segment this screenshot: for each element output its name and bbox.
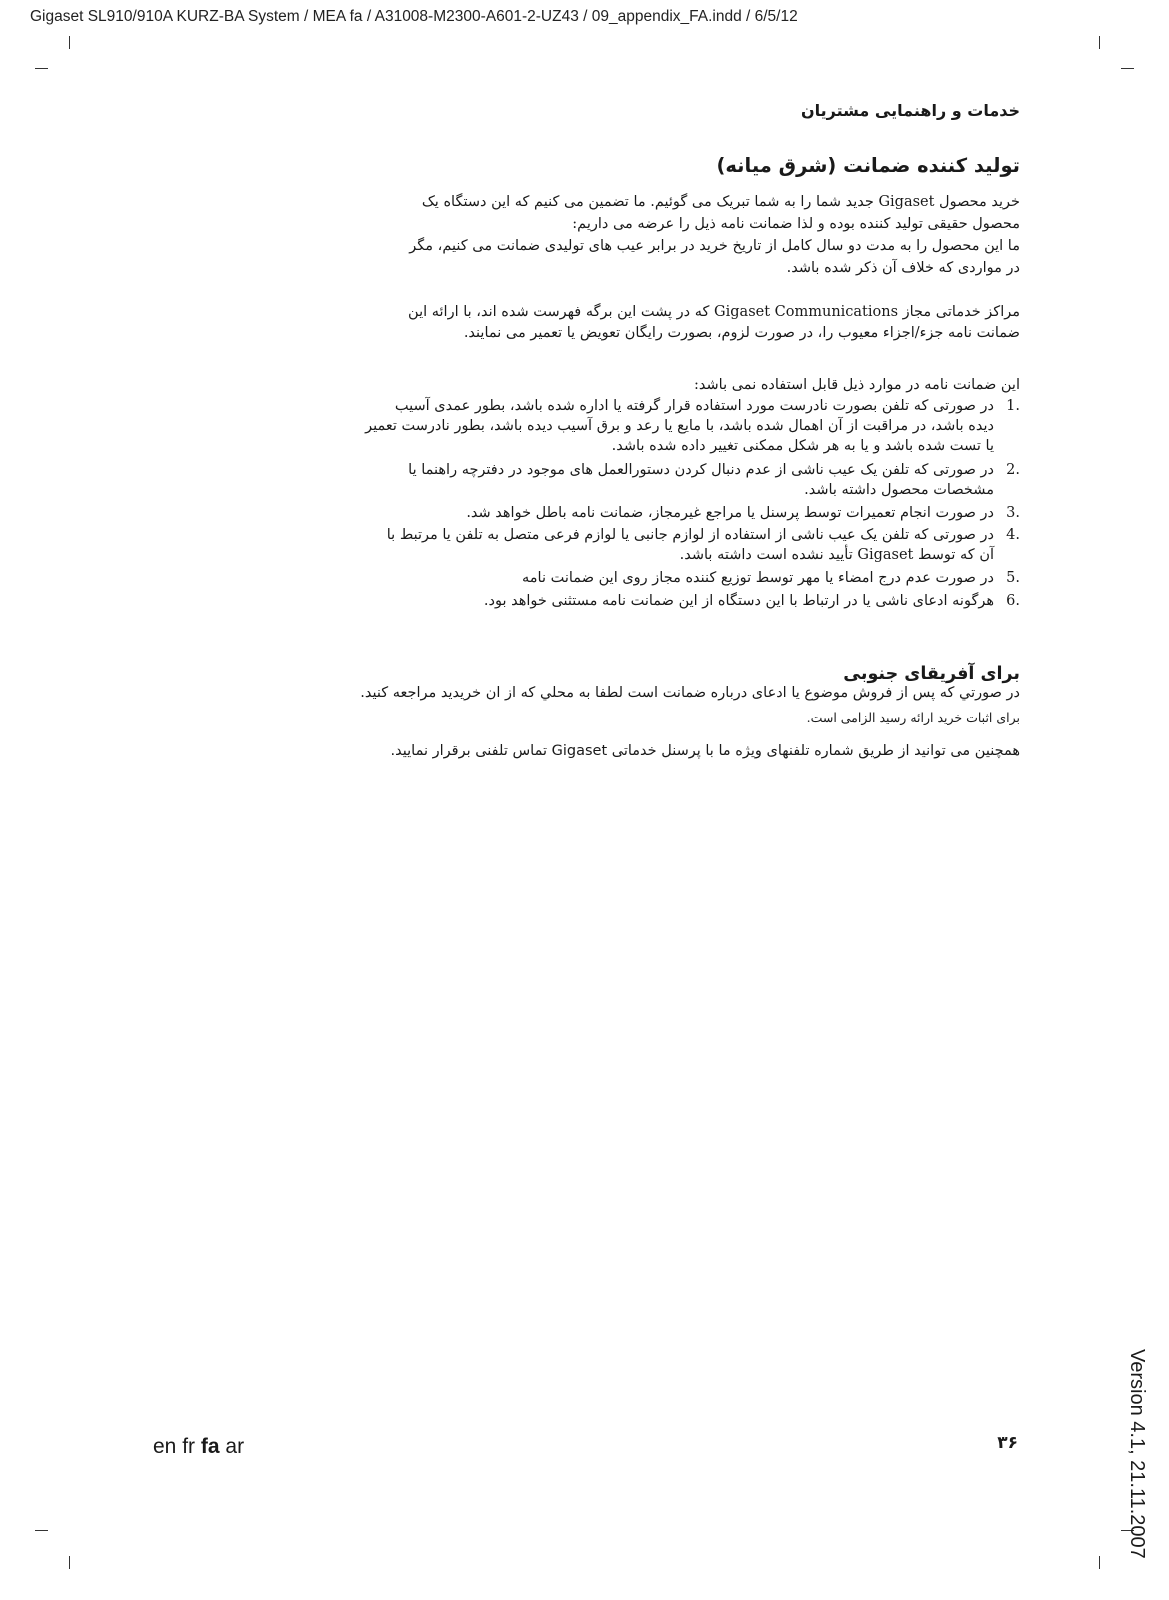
exclusion-number: .4	[1006, 527, 1020, 543]
exclusion-number: .3	[1006, 505, 1020, 521]
crop-mark-top-left-vertical	[69, 36, 70, 49]
exclusion-line: در صورت عدم درج امضاء یا مهر توسط توزیع کننده مجاز روی این ضمانت نامه	[522, 570, 994, 586]
language-index	[153, 1435, 244, 1459]
slug-line: Gigaset SL910/910A KURZ-BA System / MEA fa / A31008-M2300-A601-2-UZ43 / 09_appendix_FA.indd / 6/5/12	[30, 8, 798, 25]
exclusion-number: .2	[1006, 462, 1020, 478]
exclusion-line: آن که توسط Gigaset تأیید نشده است داشته باشد.	[679, 547, 994, 563]
exclusion-item	[360, 568, 1020, 588]
intro-line: ما این محصول را به مدت دو سال کامل از تاریخ خرید در برابر عیب های تولیدی ضمانت می کنیم، مگر	[409, 238, 1020, 254]
exclusion-number: .5	[1006, 570, 1020, 586]
service-line: ضمانت نامه جزء/اجزاء معیوب را، در صورت لزوم، بصورت رایگان تعویض یا تعمیر می نمایند.	[463, 325, 1020, 341]
crop-mark-bottom-left-horizontal	[35, 1530, 48, 1531]
crop-mark-top-right-vertical	[1099, 36, 1100, 49]
exclusion-line: در صورتی که تلفن بصورت نادرست مورد استفاده قرار گرفته یا اداره شده باشد، بطور عمدی آسیب	[394, 398, 994, 414]
exclusion-line: در صورتی که تلفن یک عیب ناشی از عدم دنبال کردن دستورالعمل های موجود در دفترچه راهنما یا	[408, 462, 994, 478]
crop-mark-top-left-horizontal	[35, 68, 48, 69]
exclusion-item	[360, 460, 1020, 500]
exclusions-intro: این ضمانت نامه در موارد ذیل قابل استفاده نمی باشد:	[694, 377, 1020, 393]
warranty-heading: تولید کننده ضمانت (شرق میانه)	[716, 154, 1020, 177]
exclusion-line: در صورتی که تلفن یک عیب ناشی از استفاده از لوازم جانبی یا لوازم فرعی متصل به تلفن یا مرتبط با	[386, 527, 994, 543]
version-label: Version 4.1, 21.11.2007	[1126, 1349, 1148, 1559]
language-fa-current: fa	[200, 1435, 220, 1458]
south-africa-heading: برای آفریقای جنوبی	[843, 664, 1020, 684]
exclusion-number: .1	[1006, 398, 1020, 414]
language-fr: fr	[182, 1435, 196, 1458]
language-ar: ar	[225, 1435, 245, 1458]
exclusion-line: در صورت انجام تعمیرات توسط پرسنل یا مراجع غیرمجاز، ضمانت نامه باطل خواهد شد.	[466, 505, 994, 521]
south-africa-line: در صورتي که پس از فروش موضوع يا ادعای درباره ضمانت است لطفا به محلي که از ان خريديد مراجعه کنيد.	[360, 685, 1020, 701]
intro-line: خرید محصول Gigaset جدید شما را به شما تبریک می گوئیم. ما تضمین می کنیم که این دستگاه یک	[421, 194, 1020, 210]
section-title: خدمات و راهنمایی مشتریان	[800, 101, 1020, 120]
language-en: en	[153, 1435, 177, 1458]
exclusion-item	[360, 525, 1020, 565]
exclusion-item	[360, 503, 1020, 523]
service-line: مراکز خدماتی مجاز Gigaset Communications که در پشت این برگه فهرست شده اند، با ارائه این	[408, 304, 1020, 320]
exclusion-item	[360, 591, 1020, 611]
exclusion-line: دیده باشد، در مراقبت از آن اهمال شده باشد، با مایع یا رعد و برق آسیب دیده باشد، بطور نادرست تعمیر	[365, 418, 994, 434]
intro-line: در مواردی که خلاف آن ذکر شده باشد.	[786, 260, 1020, 276]
crop-mark-top-right-horizontal	[1121, 68, 1134, 69]
south-africa-line: همچنین می توانید از طریق شماره تلفنهای ویژه ما با پرسنل خدماتی Gigaset تماس تلفنی برقرار نمایید.	[390, 743, 1020, 759]
exclusion-line: یا تست شده باشد و یا به هر شکل ممکنی تغییر داده شده باشد.	[611, 438, 994, 454]
crop-mark-bottom-right-vertical	[1099, 1556, 1100, 1569]
page-number: ۳۶	[997, 1433, 1018, 1453]
south-africa-line: برای اثبات خريد ارائه رسيد الزامی است.	[806, 710, 1020, 725]
intro-line: محصول حقیقی تولید کننده بوده و لذا ضمانت نامه ذیل را عرضه می داریم:	[572, 216, 1020, 232]
crop-mark-bottom-left-vertical	[69, 1556, 70, 1569]
exclusion-number: .6	[1006, 593, 1020, 609]
exclusion-line: هرگونه ادعای ناشی یا در ارتباط با این دستگاه از این ضمانت نامه مستثنی خواهد بود.	[483, 593, 994, 609]
exclusion-line: مشخصات محصول داشته باشد.	[804, 482, 994, 498]
exclusion-item	[360, 396, 1020, 456]
